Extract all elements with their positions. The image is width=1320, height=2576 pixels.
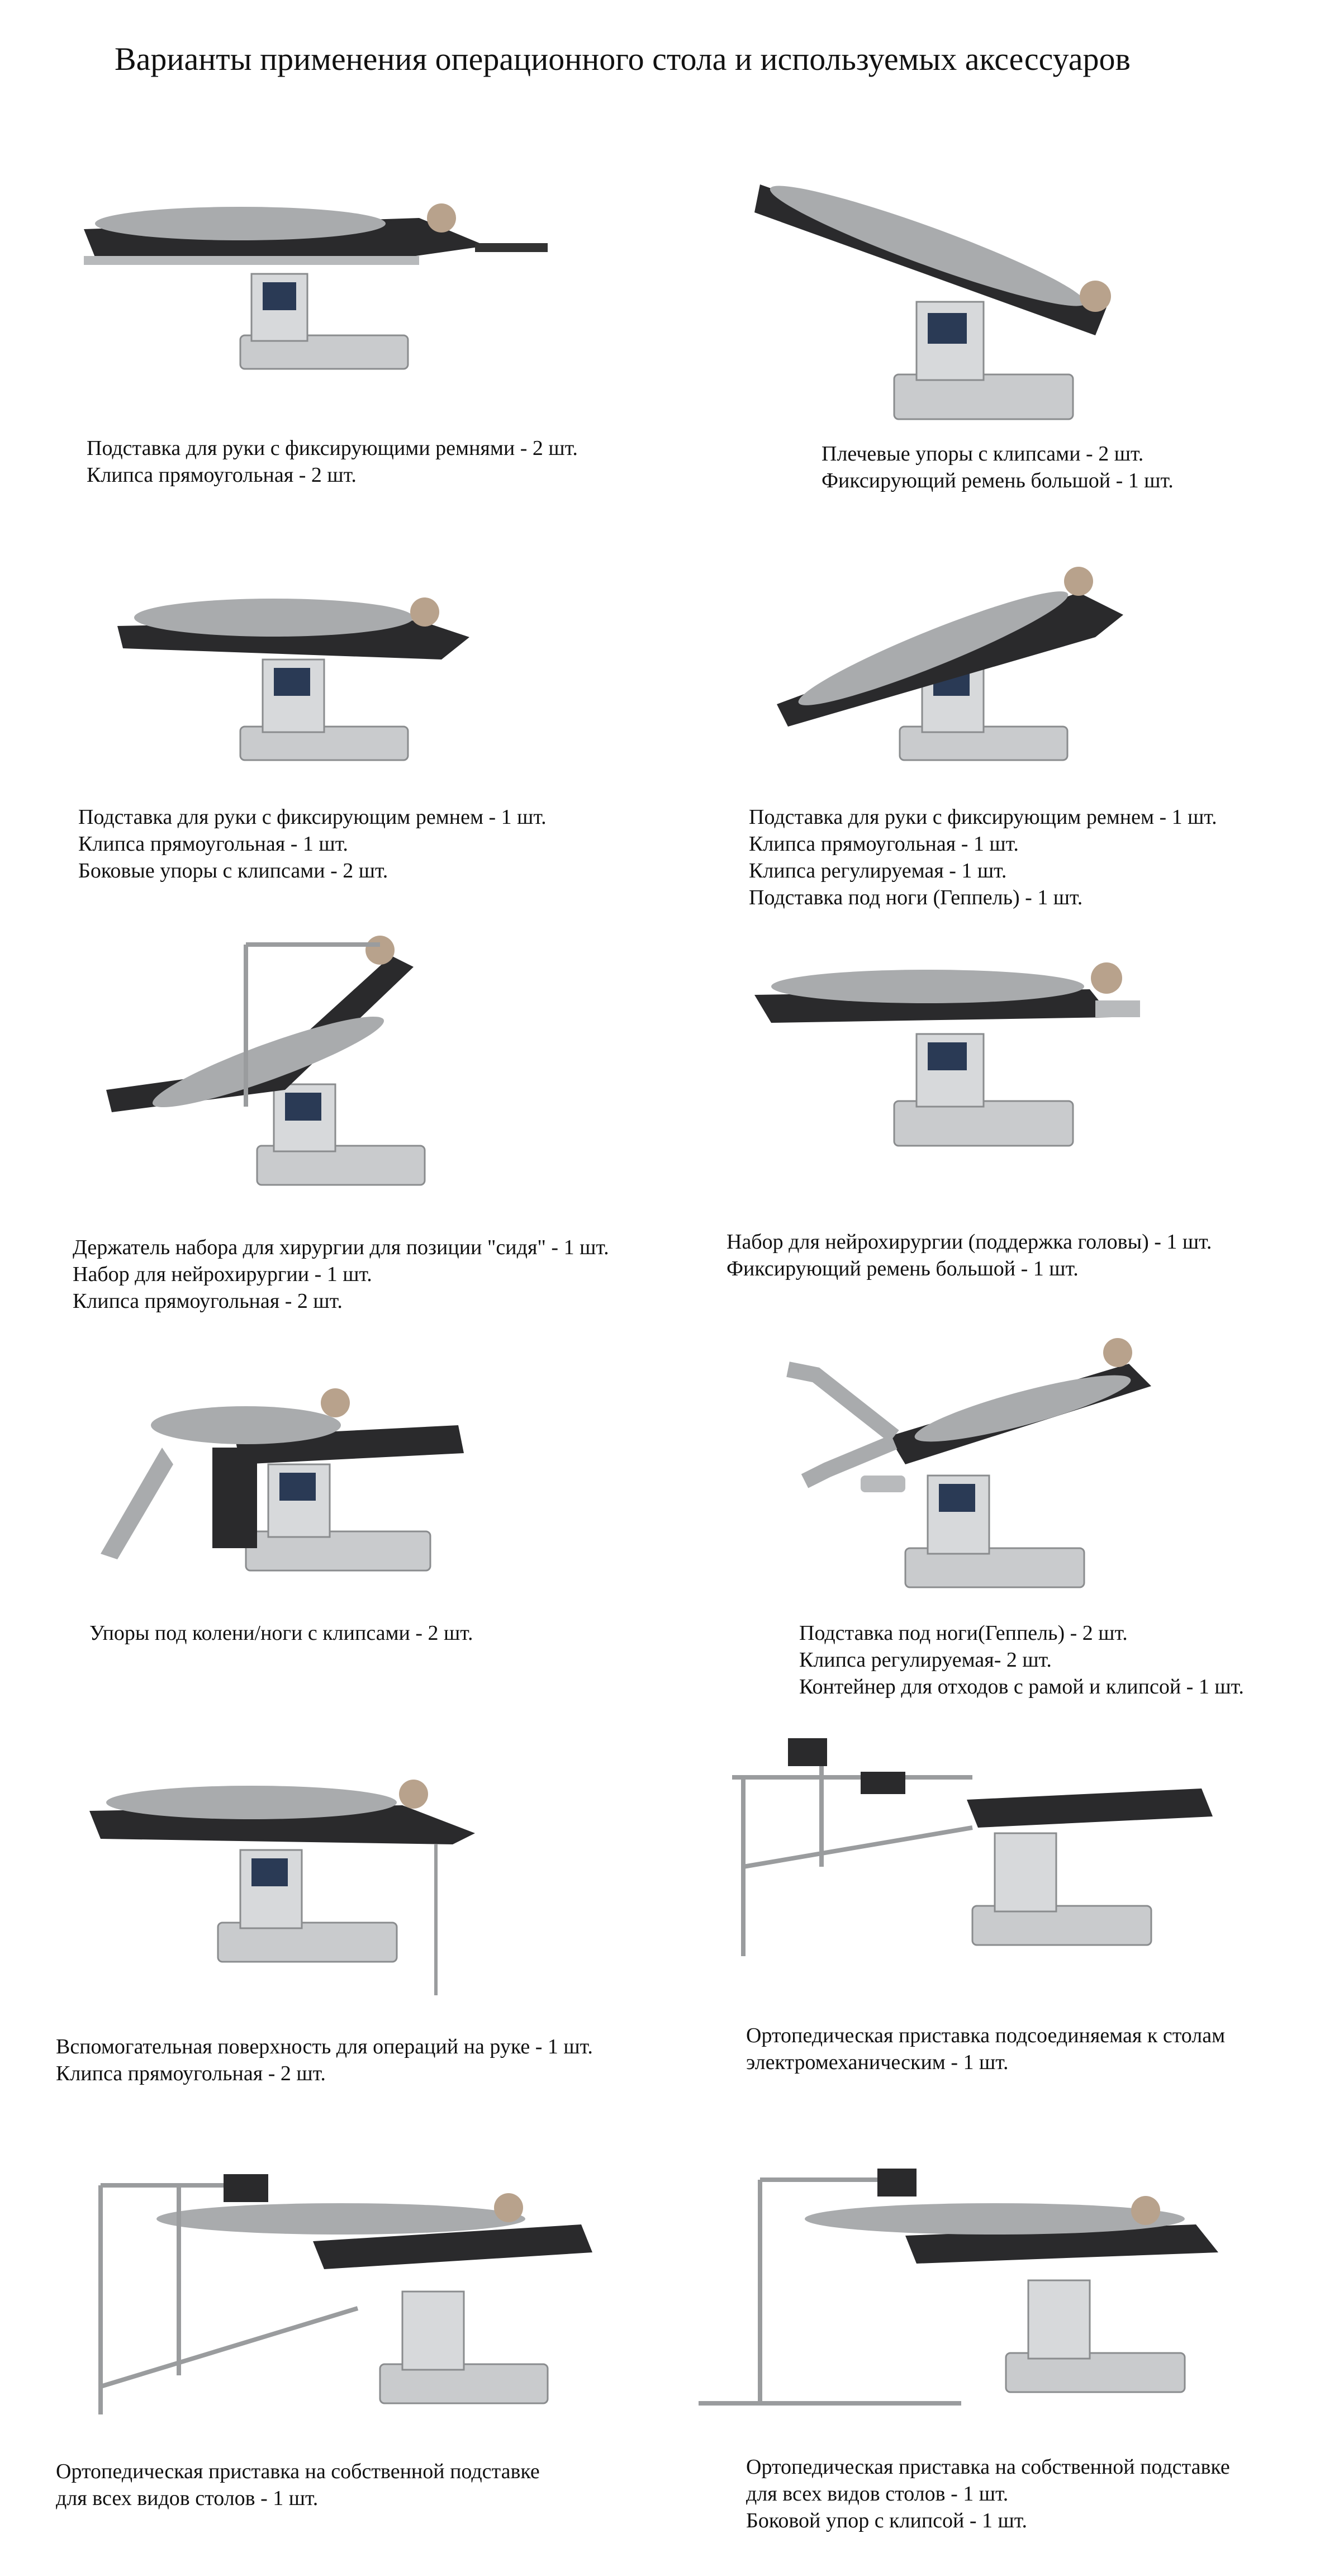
operating-table-supine-icon	[73, 168, 553, 402]
orthopedic-attachment-icon	[710, 1721, 1213, 1979]
caption-line: Подставка под ноги (Геппель) - 1 шт.	[749, 886, 1083, 909]
caption-line: Ортопедическая приставка на собственной подставке	[56, 2460, 540, 2483]
caption-line: Клипса регулируемая- 2 шт.	[799, 1648, 1052, 1672]
caption-10	[746, 2022, 1225, 2076]
caption-line: Боковые упоры с клипсами - 2 шт.	[78, 859, 388, 883]
caption-line: Упоры под колени/ноги с клипсами - 2 шт.	[89, 1621, 473, 1645]
operating-table-neurosurgery-icon	[749, 939, 1151, 1174]
caption-line: Набор для нейрохирургии - 1 шт.	[73, 1263, 372, 1286]
orthopedic-traction-frame-side-icon	[693, 2157, 1229, 2426]
caption-line: Держатель набора для хирургии для позиции "сидя" - 1 шт.	[73, 1236, 609, 1259]
caption-line: Подставка для руки с фиксирующими ремнями - 2 шт.	[87, 437, 578, 460]
caption-line: Ортопедическая приставка на собственной подставке	[746, 2455, 1230, 2479]
caption-line: Контейнер для отходов с рамой и клипсой - 1 шт.	[799, 1675, 1244, 1699]
caption-line: Вспомогательная поверхность для операций на руке - 1 шт.	[56, 2035, 593, 2058]
caption-line: Набор для нейрохирургии (поддержка головы) - 1 шт.	[727, 1230, 1212, 1254]
page-title: Варианты применения операционного стола и используемых аксессуаров	[115, 41, 1131, 77]
caption-1	[87, 435, 578, 488]
caption-4	[749, 804, 1217, 911]
caption-line: Клипса прямоугольная - 1 шт.	[78, 832, 348, 856]
caption-line: Фиксирующий ремень большой - 1 шт.	[727, 1257, 1079, 1280]
caption-line: Подставка под ноги(Геппель) - 2 шт.	[799, 1621, 1128, 1645]
caption-line: Клипса прямоугольная - 2 шт.	[73, 1289, 343, 1313]
caption-line: Подставка для руки с фиксирующим ремнем - 1 шт.	[749, 805, 1217, 829]
caption-line: Клипса регулируемая - 1 шт.	[749, 859, 1007, 883]
caption-line: Боковой упор с клипсой - 1 шт.	[746, 2509, 1028, 2532]
operating-table-lateral-icon	[106, 564, 497, 777]
operating-table-trendelenburg-icon	[749, 151, 1174, 430]
caption-line: Клипса прямоугольная - 1 шт.	[749, 832, 1019, 856]
orthopedic-traction-frame-icon	[78, 2152, 598, 2437]
caption-2	[822, 440, 1174, 494]
caption-line: Клипса прямоугольная - 2 шт.	[56, 2062, 326, 2085]
caption-line: Ортопедическая приставка подсоединяемая к столам	[746, 2024, 1226, 2047]
caption-line: Подставка для руки с фиксирующим ремнем - 1 шт.	[78, 805, 547, 829]
caption-9	[56, 2033, 593, 2087]
caption-line: для всех видов столов - 1 шт.	[56, 2487, 319, 2510]
caption-6	[727, 1228, 1212, 1282]
operating-table-hand-surgery-icon	[84, 1749, 486, 2006]
caption-line: для всех видов столов - 1 шт.	[746, 2482, 1009, 2506]
caption-line: Клипса прямоугольная - 2 шт.	[87, 463, 357, 487]
caption-7	[89, 1620, 473, 1647]
caption-11	[56, 2458, 540, 2512]
caption-8	[799, 1620, 1244, 1700]
caption-3	[78, 804, 547, 884]
caption-line: Плечевые упоры с клипсами - 2 шт.	[822, 442, 1144, 466]
caption-line: Фиксирующий ремень большой - 1 шт.	[822, 469, 1174, 492]
operating-table-prone-knee-icon	[78, 1369, 469, 1593]
caption-12	[746, 2454, 1230, 2534]
operating-table-lithotomy-icon	[782, 1330, 1162, 1598]
operating-table-tilted-icon	[766, 542, 1146, 777]
caption-5	[73, 1234, 609, 1315]
caption-line: электромеханическим - 1 шт.	[746, 2051, 1009, 2074]
operating-table-sitting-icon	[101, 922, 458, 1213]
